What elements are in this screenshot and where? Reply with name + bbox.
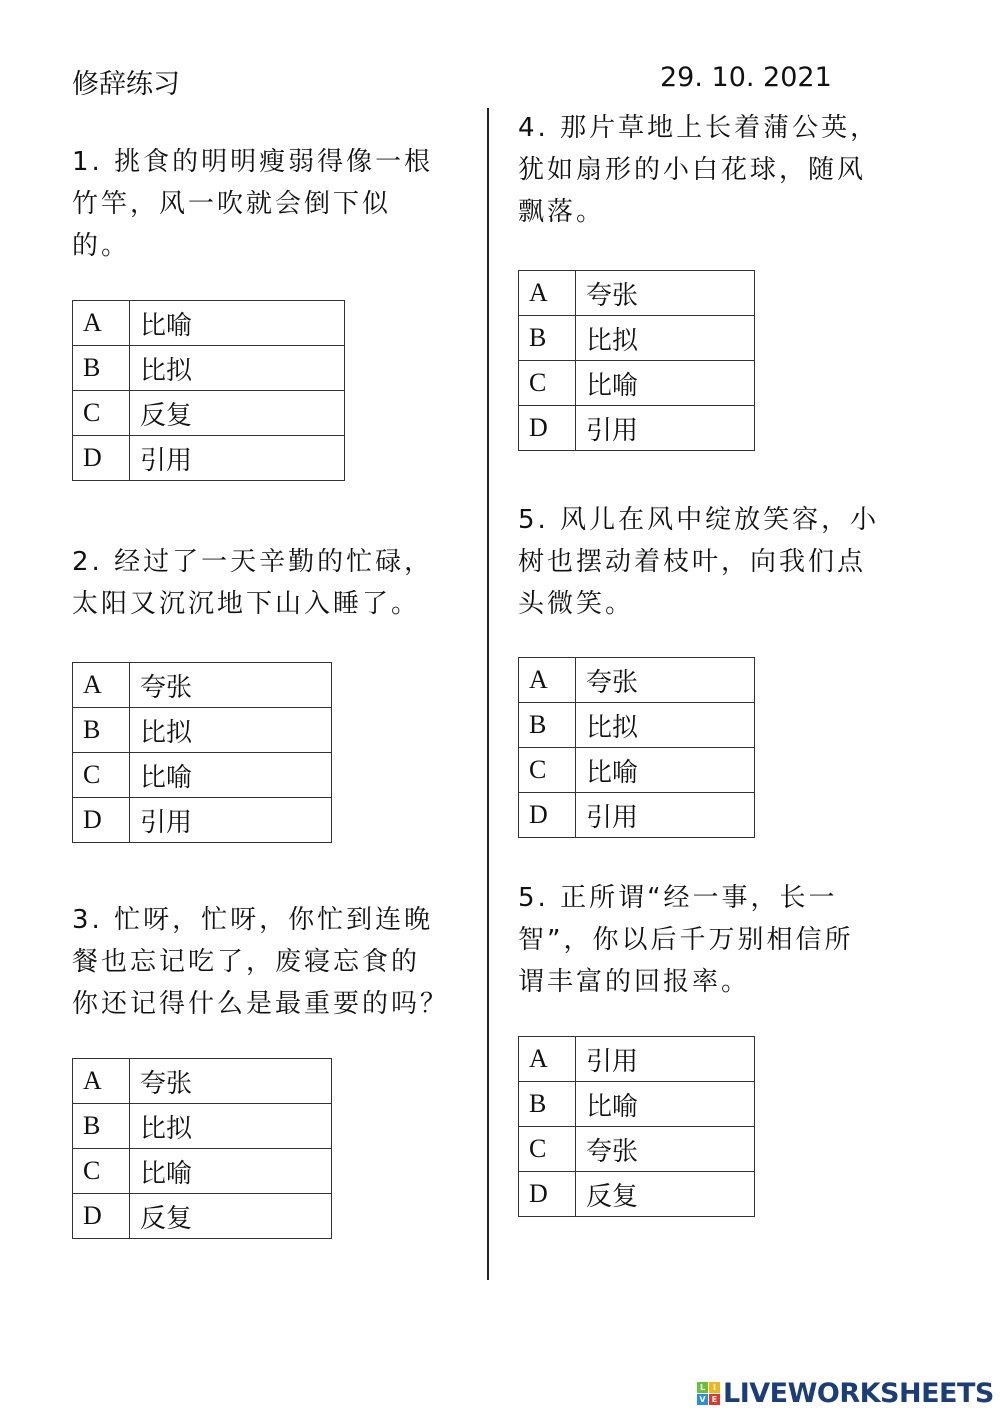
- option-label[interactable]: 比拟: [576, 316, 755, 361]
- option-letter: D: [519, 1172, 576, 1217]
- option-letter: B: [73, 346, 130, 391]
- option-letter: B: [73, 708, 130, 753]
- option-row[interactable]: [73, 391, 345, 436]
- option-row[interactable]: [519, 748, 755, 793]
- option-label[interactable]: 引用: [130, 798, 332, 843]
- option-letter: A: [73, 1059, 130, 1104]
- option-letter: D: [519, 793, 576, 838]
- option-label[interactable]: 反复: [576, 1172, 755, 1217]
- option-letter: C: [519, 1127, 576, 1172]
- option-letter: D: [73, 436, 130, 481]
- question-line: 竹竿，风一吹就会倒下似: [72, 189, 392, 219]
- question-line: 智”，你以后千万别相信所: [518, 925, 854, 955]
- question-line: 5. 风儿在风中绽放笑容，小: [518, 505, 880, 535]
- worksheet-date: 29. 10. 2021: [660, 62, 832, 93]
- option-label[interactable]: 比喻: [576, 361, 755, 406]
- option-row[interactable]: [519, 1082, 755, 1127]
- option-letter: C: [73, 1149, 130, 1194]
- option-label[interactable]: 比喻: [130, 753, 332, 798]
- option-row[interactable]: [73, 1104, 332, 1149]
- option-row[interactable]: [73, 798, 332, 843]
- question-text: [72, 141, 433, 267]
- option-row[interactable]: [519, 793, 755, 838]
- option-row[interactable]: [519, 406, 755, 451]
- option-letter: A: [519, 658, 576, 703]
- option-label[interactable]: 比喻: [130, 301, 345, 346]
- options-table: [72, 300, 345, 481]
- question-line: 餐也忘记吃了，废寝忘食的: [72, 947, 421, 977]
- option-label[interactable]: 比拟: [576, 703, 755, 748]
- column-divider: [487, 108, 489, 1280]
- option-row[interactable]: [73, 708, 332, 753]
- logo-text: LIVEWORKSHEETS: [723, 1378, 994, 1409]
- option-row[interactable]: [519, 1172, 755, 1217]
- question-text: [518, 499, 879, 625]
- option-letter: A: [73, 301, 130, 346]
- option-label[interactable]: 引用: [130, 436, 345, 481]
- question-line: 5. 正所谓“经一事，长一: [518, 883, 838, 913]
- option-label[interactable]: 比喻: [576, 1082, 755, 1127]
- option-label[interactable]: 引用: [576, 406, 755, 451]
- option-letter: D: [519, 406, 576, 451]
- option-label[interactable]: 比拟: [130, 708, 332, 753]
- option-row[interactable]: [73, 301, 345, 346]
- question-line: 谓丰富的回报率。: [518, 967, 751, 997]
- question-line: 4. 那片草地上长着蒲公英，: [518, 113, 880, 143]
- option-label[interactable]: 夸张: [130, 1059, 332, 1104]
- question-line: 头微笑。: [518, 589, 635, 619]
- option-row[interactable]: [73, 346, 345, 391]
- option-row[interactable]: [73, 1194, 332, 1239]
- option-letter: C: [73, 391, 130, 436]
- option-label[interactable]: 引用: [576, 1037, 755, 1082]
- question-line: 2. 经过了一天辛勤的忙碌，: [72, 547, 434, 577]
- question-line: 飘落。: [518, 197, 606, 227]
- logo-cube-icon: L I V E: [697, 1382, 720, 1405]
- option-letter: C: [73, 753, 130, 798]
- worksheet-title: 修辞练习: [72, 69, 180, 100]
- option-letter: B: [519, 703, 576, 748]
- options-table: [518, 657, 755, 838]
- option-row[interactable]: [519, 316, 755, 361]
- option-row[interactable]: [519, 361, 755, 406]
- option-row[interactable]: [519, 1127, 755, 1172]
- option-label[interactable]: 夸张: [130, 663, 332, 708]
- option-row[interactable]: [73, 1149, 332, 1194]
- option-label[interactable]: 反复: [130, 1194, 332, 1239]
- option-letter: D: [73, 1194, 130, 1239]
- option-row[interactable]: [519, 658, 755, 703]
- option-row[interactable]: [73, 1059, 332, 1104]
- option-letter: C: [519, 361, 576, 406]
- option-row[interactable]: [519, 1037, 755, 1082]
- question-text: [72, 541, 433, 625]
- question-line: 犹如扇形的小白花球，随风: [518, 155, 867, 185]
- option-letter: C: [519, 748, 576, 793]
- option-row[interactable]: [519, 703, 755, 748]
- question-line: 你还记得什么是最重要的吗？: [72, 989, 450, 1019]
- option-row[interactable]: [519, 271, 755, 316]
- question-text: [72, 899, 449, 1025]
- option-label[interactable]: 引用: [576, 793, 755, 838]
- options-table: [518, 270, 755, 451]
- option-label[interactable]: 夸张: [576, 1127, 755, 1172]
- option-letter: A: [519, 271, 576, 316]
- option-label[interactable]: 比拟: [130, 1104, 332, 1149]
- option-label[interactable]: 夸张: [576, 658, 755, 703]
- option-letter: A: [519, 1037, 576, 1082]
- option-letter: B: [519, 1082, 576, 1127]
- option-row[interactable]: [73, 663, 332, 708]
- option-label[interactable]: 反复: [130, 391, 345, 436]
- option-label[interactable]: 比拟: [130, 346, 345, 391]
- option-label[interactable]: 比喻: [130, 1149, 332, 1194]
- option-label[interactable]: 比喻: [576, 748, 755, 793]
- question-text: [518, 877, 853, 1003]
- question-line: 3. 忙呀，忙呀，你忙到连晚: [72, 905, 434, 935]
- option-letter: A: [73, 663, 130, 708]
- question-line: 树也摆动着枝叶，向我们点: [518, 547, 867, 577]
- options-table: [72, 662, 332, 843]
- option-label[interactable]: 夸张: [576, 271, 755, 316]
- option-letter: B: [519, 316, 576, 361]
- options-table: [518, 1036, 755, 1217]
- liveworksheets-logo: [697, 1378, 994, 1409]
- option-row[interactable]: [73, 753, 332, 798]
- question-text: [518, 107, 879, 233]
- question-line: 的。: [72, 231, 131, 261]
- option-letter: B: [73, 1104, 130, 1149]
- option-letter: D: [73, 798, 130, 843]
- option-row[interactable]: [73, 436, 345, 481]
- options-table: [72, 1058, 332, 1239]
- question-line: 太阳又沉沉地下山入睡了。: [72, 589, 421, 619]
- question-line: 1. 挑食的明明瘦弱得像一根: [72, 147, 434, 177]
